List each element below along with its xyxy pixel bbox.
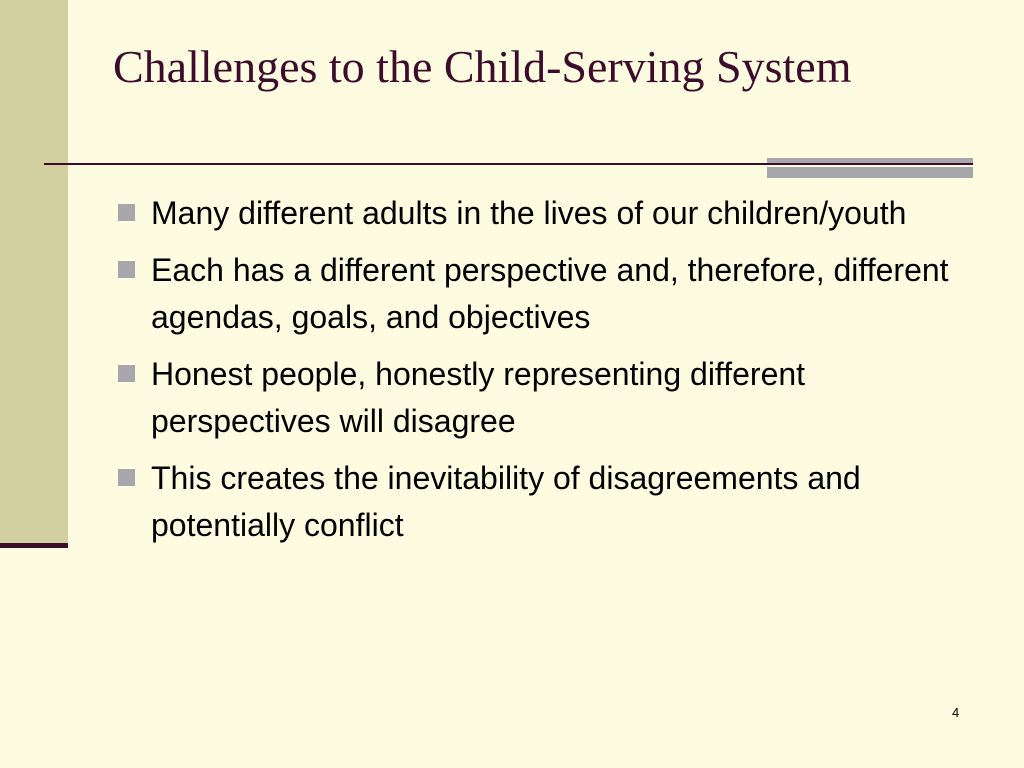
bullet-item [113, 190, 993, 237]
square-bullet-icon [118, 204, 135, 221]
bullet-item [113, 247, 993, 341]
title-accent-bar-bottom [767, 167, 973, 178]
bullet-item [113, 351, 993, 445]
page-number: 4 [952, 705, 960, 720]
square-bullet-icon [118, 469, 135, 486]
square-bullet-icon [118, 365, 135, 382]
left-bar-accent-line [0, 543, 68, 548]
bullet-item [113, 455, 993, 549]
title-divider-line [44, 163, 973, 165]
square-bullet-icon [118, 261, 135, 278]
title-accent-bar-top [767, 158, 973, 163]
bullet-text: Many different adults in the lives of our children/youth [151, 195, 907, 231]
slide-title: Challenges to the Child-Serving System [113, 41, 852, 92]
bullet-text: Honest people, honestly representing different perspectives will disagree [151, 356, 806, 439]
bullet-list [113, 190, 993, 559]
bullet-text: This creates the inevitability of disagreements and potentially conflict [151, 460, 861, 543]
bullet-text: Each has a different perspective and, therefore, different agendas, goals, and objectives [151, 252, 949, 335]
left-decorative-bar [0, 0, 68, 543]
